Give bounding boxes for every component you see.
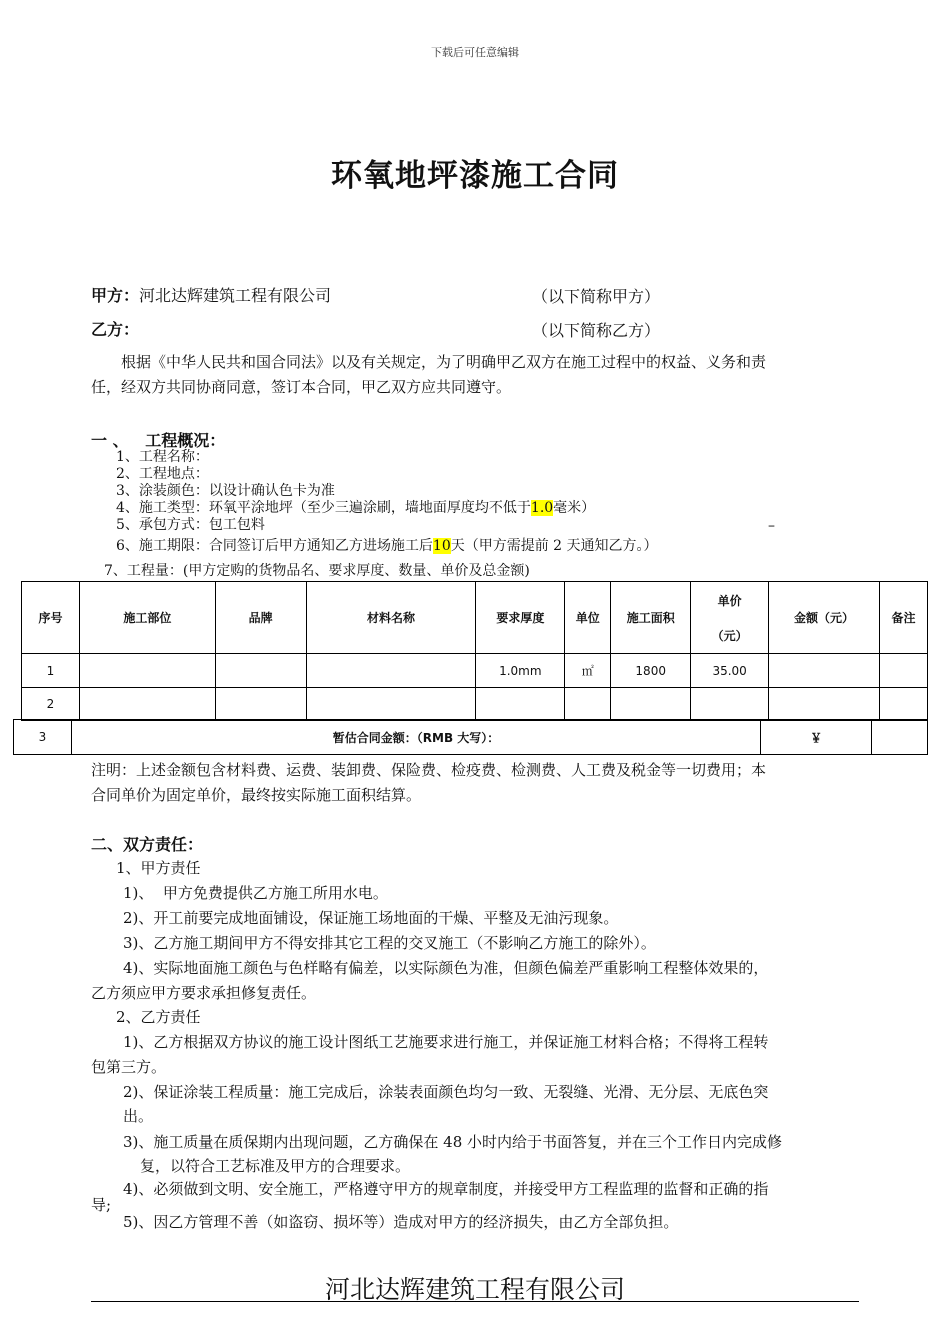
col-header-remark: 备注 (879, 582, 927, 654)
work-quantity-table (21, 581, 928, 721)
party-b-duty-3-line-2: 复，以符合工艺标准及甲方的合理要求。 (140, 1157, 411, 1175)
contract-title: 环氧地坪漆施工合同 (331, 158, 619, 194)
party-b-duty-1-line-1: 1)、乙方根据双方协议的施工设计图纸工艺施要求进行施工，并保证施工材料合格；不得将工程转 (123, 1033, 769, 1051)
party-b-alias: （以下简称乙方） (532, 321, 661, 340)
col-header-amount: 金额（元） (769, 582, 880, 654)
party-b-duty-1-line-2: 包第三方。 (91, 1058, 167, 1076)
party-b-duty-4-line-1: 4)、必须做到文明、安全施工，严格遵守甲方的规章制度，并接受甲方工程监理的监督和正确的指 (123, 1180, 769, 1198)
section-2-heading: 二、双方责任： (91, 835, 204, 854)
row2-cell (476, 688, 565, 721)
overview-item-4 (116, 500, 595, 516)
col-header-thickness: 要求厚度 (476, 582, 565, 654)
row2-cell (879, 688, 927, 721)
total-row-table (13, 719, 928, 755)
overview-item-5: 5、承包方式：包工包料 (116, 517, 265, 533)
days-highlight: 10 (432, 538, 451, 554)
footer-company-name: 河北达辉建筑工程有限公司 (324, 1275, 625, 1304)
overview-item-6-text: 6、施工期限：合同签订后甲方通知乙方进场施工后 (116, 538, 433, 554)
total-value (872, 720, 928, 755)
party-a-duties-heading: 1、甲方责任 (116, 859, 201, 877)
party-b-duties-heading: 2、乙方责任 (116, 1008, 201, 1026)
dash-mark: – (768, 518, 775, 534)
note-line-2: 合同单价为固定单价，最终按实际施工面积结算。 (91, 786, 422, 804)
row1-area: 1800 (611, 654, 691, 688)
party-a-duty-2: 2)、开工前要完成地面铺设，保证施工场地面的干燥、平整及无油污现象。 (123, 909, 619, 927)
row1-brand (215, 654, 306, 688)
party-b-duty-4-line-2: 导; (91, 1196, 112, 1214)
row1-price: 35.00 (691, 654, 769, 688)
party-b-duty-5: 5)、因乙方管理不善（如盗窃、损坏等）造成对甲方的经济损失，由乙方全部负担。 (123, 1213, 679, 1231)
overview-item-7: 7、工程量：(甲方定购的货物品名、要求厚度、数量、单价及总金额) (104, 563, 530, 579)
overview-item-1: 1、工程名称： (116, 449, 209, 465)
col-header-part: 施工部位 (79, 582, 215, 654)
overview-item-4-end: 毫米） (553, 500, 596, 516)
total-label: 暂估合同金额：（RMB 大写）： (71, 720, 760, 755)
party-a-alias: （以下简称甲方） (532, 287, 661, 306)
table-row (22, 654, 928, 688)
party-b-duty-3-line-1: 3)、施工质量在质保期内出现问题，乙方确保在 48 小时内给于书面答复，并在三个工作日内完成修 (123, 1133, 783, 1151)
total-row (14, 720, 928, 755)
total-currency: ￥ (761, 720, 872, 755)
note-line-1: 注明：上述金额包含材料费、运费、装卸费、保险费、检疫费、检测费、人工费及税金等一切费用；本 (91, 761, 767, 779)
party-a-label: 甲方： (91, 286, 140, 305)
col-header-brand: 品牌 (215, 582, 306, 654)
row1-unit: ㎡ (565, 654, 611, 688)
party-b-line (91, 317, 139, 340)
overview-item-3: 3、涂装颜色：以设计确认色卡为准 (116, 483, 335, 499)
col-header-price-label: 单价 (717, 593, 742, 608)
row1-part (79, 654, 215, 688)
party-a-duty-3: 3)、乙方施工期间甲方不得安排其它工程的交叉施工（不影响乙方施工的除外）。 (123, 934, 656, 952)
party-a-duty-1: 1)、 甲方免费提供乙方施工所用水电。 (123, 884, 388, 902)
intro-line-1: 根据《中华人民共和国合同法》以及有关规定，为了明确甲乙双方在施工过程中的权益、义务和责 (121, 353, 767, 371)
col-header-material: 材料名称 (306, 582, 476, 654)
thickness-highlight: 1.0 (530, 500, 554, 516)
overview-item-2: 2、工程地点： (116, 466, 209, 482)
row2-cell (769, 688, 880, 721)
overview-item-6 (116, 538, 658, 554)
overview-item-6-end: 天（甲方需提前 2 天通知乙方。） (450, 538, 658, 554)
row2-cell (691, 688, 769, 721)
party-a-name: 河北达辉建筑工程有限公司 (139, 286, 332, 305)
footer-divider (91, 1301, 859, 1302)
total-no: 3 (14, 720, 72, 755)
party-a-duty-4-line-1: 4)、实际地面施工颜色与色样略有偏差，以实际颜色为准，但颜色偏差严重影响工程整体效果的， (123, 959, 769, 977)
row2-no: 2 (22, 688, 80, 721)
col-header-price (691, 582, 769, 654)
header-note: 下载后可任意编辑 (431, 46, 519, 59)
col-header-price-unit: （元） (711, 628, 748, 643)
overview-item-4-text: 4、施工类型：环氧平涂地坪（至少三遍涂刷，墙地面厚度均不低于 (116, 500, 531, 516)
table-row (22, 688, 928, 721)
row2-cell (565, 688, 611, 721)
section-1-heading: 一 、 工程概况： (91, 431, 226, 450)
row1-material (306, 654, 476, 688)
col-header-no: 序号 (22, 582, 80, 654)
intro-line-2: 任，经双方共同协商同意，签订本合同，甲乙双方应共同遵守。 (91, 378, 512, 396)
party-a-line (91, 283, 331, 306)
row2-cell (79, 688, 215, 721)
party-b-duty-2-line-1: 2)、保证涂装工程质量：施工完成后，涂装表面颜色均匀一致、无裂缝、光滑、无分层、无底色突 (123, 1083, 769, 1101)
col-header-unit: 单位 (565, 582, 611, 654)
row1-remark (879, 654, 927, 688)
party-a-duty-4-line-2: 乙方须应甲方要求承担修复责任。 (91, 984, 317, 1002)
party-b-duty-2-line-2: 出。 (123, 1107, 154, 1125)
row1-amount (769, 654, 880, 688)
row2-cell (611, 688, 691, 721)
row2-cell (215, 688, 306, 721)
row1-thickness: 1.0mm (476, 654, 565, 688)
party-b-label: 乙方： (91, 320, 140, 339)
row1-no: 1 (22, 654, 80, 688)
col-header-area: 施工面积 (611, 582, 691, 654)
row2-cell (306, 688, 476, 721)
table-header-row (22, 582, 928, 654)
